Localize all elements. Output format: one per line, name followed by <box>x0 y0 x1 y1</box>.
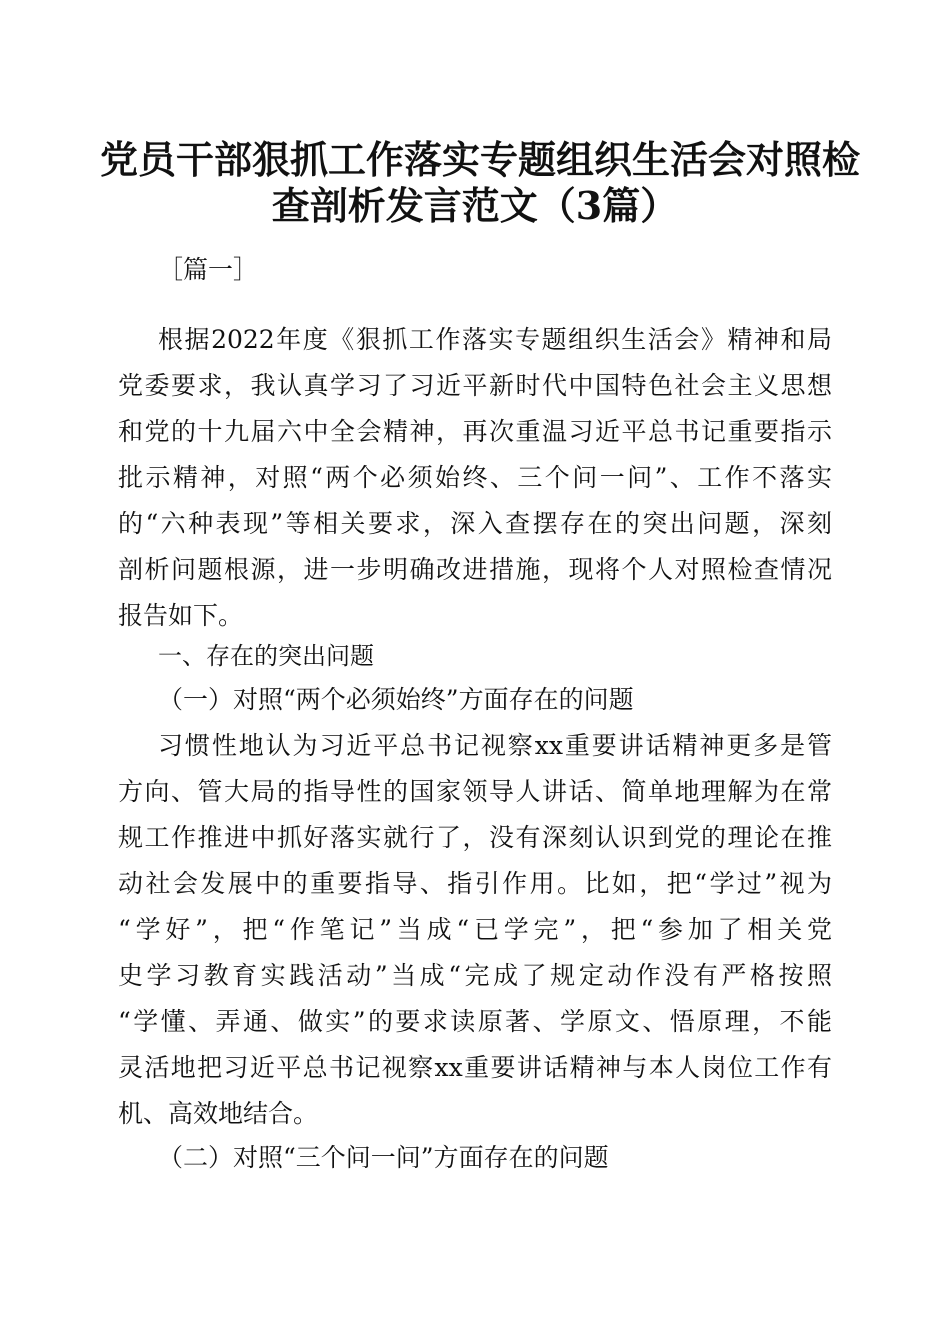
paragraph-line: 动社会发展中的重要指导、指引作用。比如，把“学过”视为 <box>118 869 832 898</box>
section-heading: 一、存在的突出问题 <box>158 642 374 670</box>
document-title-line-1: 党员干部狠抓工作落实专题组织生活会对照检 <box>100 137 861 182</box>
intro-line: 批示精神，对照“两个必须始终、三个问一问”、工作不落实 <box>118 463 832 492</box>
paragraph-line: 习惯性地认为习近平总书记视察xx重要讲话精神更多是管 <box>158 731 832 760</box>
paragraph-line: 规工作推进中抓好落实就行了，没有深刻认识到党的理论在推 <box>118 823 832 852</box>
intro-line: 根据2022年度《狠抓工作落实专题组织生活会》精神和局 <box>158 325 832 354</box>
intro-line: 的“六种表现”等相关要求，深入查摆存在的突出问题，深刻 <box>118 509 832 538</box>
intro-line: 和党的十九届六中全会精神，再次重温习近平总书记重要指示 <box>118 417 832 446</box>
paragraph-line: 史学习教育实践活动”当成“完成了规定动作没有严格按照 <box>118 961 832 990</box>
paragraph-line: 方向、管大局的指导性的国家领导人讲话、简单地理解为在常 <box>118 777 832 806</box>
subsection-heading: （二）对照“三个问一问”方面存在的问题 <box>158 1143 609 1172</box>
paragraph-line: “学好”，把“作笔记”当成“已学完”，把“参加了相关党 <box>118 915 832 944</box>
intro-line: 报告如下。 <box>118 601 244 630</box>
subsection-heading: （一）对照“两个必须始终”方面存在的问题 <box>158 685 634 714</box>
intro-line: 剖析问题根源，进一步明确改进措施，现将个人对照检查情况 <box>118 555 832 584</box>
intro-line: 党委要求，我认真学习了习近平新时代中国特色社会主义思想 <box>118 371 832 400</box>
paragraph-line: 灵活地把习近平总书记视察xx重要讲话精神与本人岗位工作有 <box>118 1053 832 1082</box>
paragraph-line: 机、高效地结合。 <box>118 1099 319 1128</box>
document-title-line-2: 查剖析发言范文（3篇） <box>271 183 679 228</box>
section-marker: ［篇一］ <box>158 255 259 284</box>
paragraph-line: “学懂、弄通、做实”的要求读原著、学原文、悟原理，不能 <box>118 1007 832 1036</box>
